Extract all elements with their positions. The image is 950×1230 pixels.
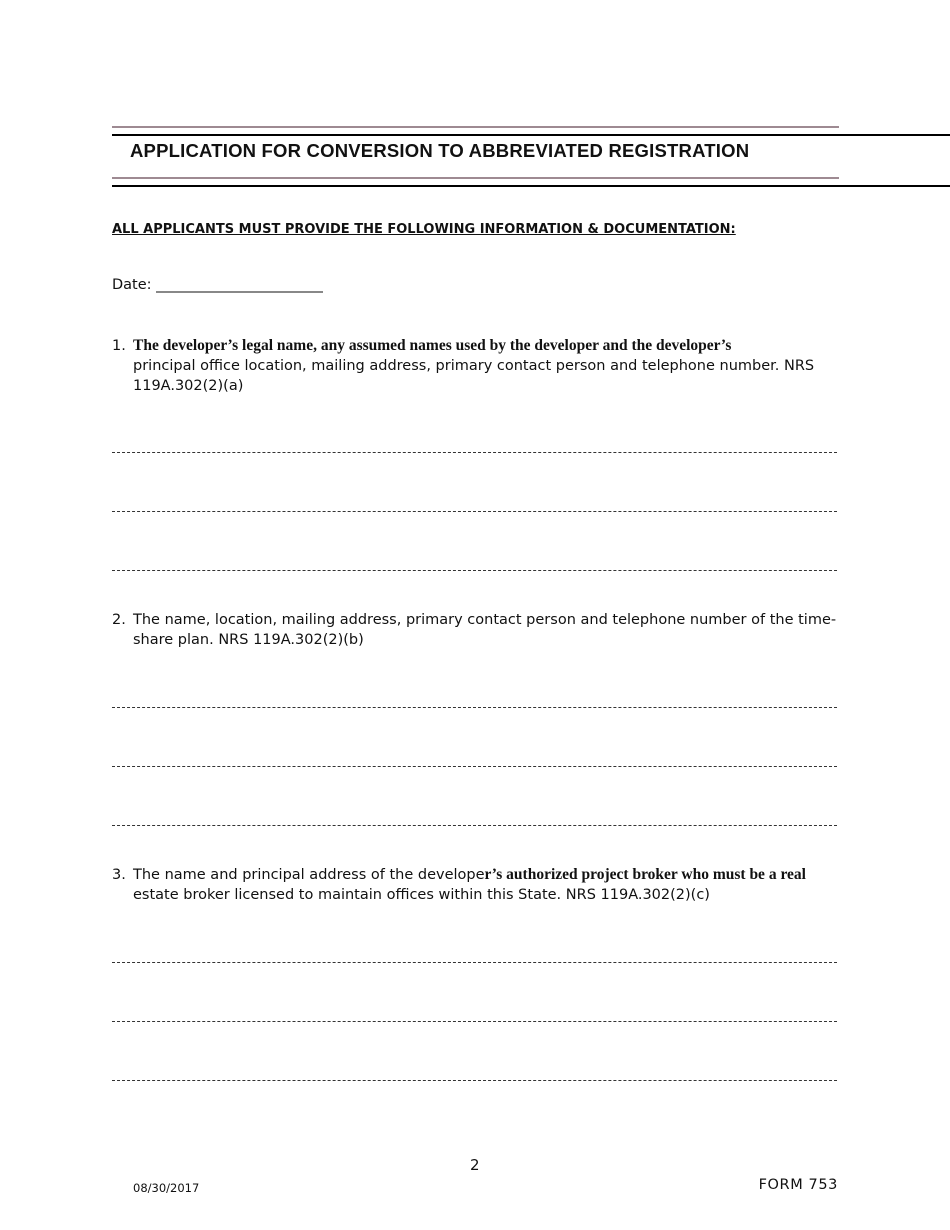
question-1-number: 1. — [112, 338, 126, 354]
question-2 — [112, 610, 842, 650]
title-rule-top-accent — [112, 126, 839, 128]
instructions-heading: ALL APPLICANTS MUST PROVIDE THE FOLLOWING INFORMATION & DOCUMENTATION: — [112, 222, 736, 237]
date-field[interactable] — [112, 277, 323, 293]
answer-3-line-1[interactable] — [112, 962, 837, 963]
question-3 — [112, 865, 842, 905]
question-1 — [112, 336, 842, 396]
question-2-text: The name, location, mailing address, primary contact person and telephone number of the time-share plan. NRS 119A.302(2)(b) — [133, 612, 837, 648]
title-rule-bottom-accent — [112, 177, 839, 179]
answer-2-line-2[interactable] — [112, 766, 837, 767]
answer-1-line-2[interactable] — [112, 511, 837, 512]
question-3-text-bold: r’s authorized project broker who must be a real — [484, 866, 806, 883]
date-label: Date: — [112, 277, 152, 293]
answer-3-line-2[interactable] — [112, 1021, 837, 1022]
form-title: APPLICATION FOR CONVERSION TO ABBREVIATED REGISTRATION — [130, 140, 750, 161]
question-1-text-bold: The developer’s legal name, any assumed names used by the developer and the developer’s — [133, 337, 732, 354]
question-2-number: 2. — [112, 612, 126, 628]
title-rule-top — [112, 134, 950, 136]
question-3-text-end: estate broker licensed to maintain offices within this State. NRS 119A.302(2)(c) — [133, 887, 710, 903]
revision-date: 08/30/2017 — [133, 1181, 200, 1195]
question-3-text-start: The name and principal address of the develope — [133, 867, 485, 883]
question-3-number: 3. — [112, 867, 126, 883]
form-number: FORM 753 — [758, 1177, 838, 1193]
answer-2-line-1[interactable] — [112, 707, 837, 708]
answer-3-line-3[interactable] — [112, 1080, 837, 1081]
answer-2-line-3[interactable] — [112, 825, 837, 826]
answer-1-line-3[interactable] — [112, 570, 837, 571]
answer-1-line-1[interactable] — [112, 452, 837, 453]
date-blank[interactable]: _______________________ — [156, 277, 323, 293]
title-rule-bottom — [112, 185, 950, 187]
question-1-text: principal office location, mailing address, primary contact person and telephone number. NRS 119A.302(2)(a) — [133, 358, 815, 394]
page-number: 2 — [470, 1156, 480, 1174]
